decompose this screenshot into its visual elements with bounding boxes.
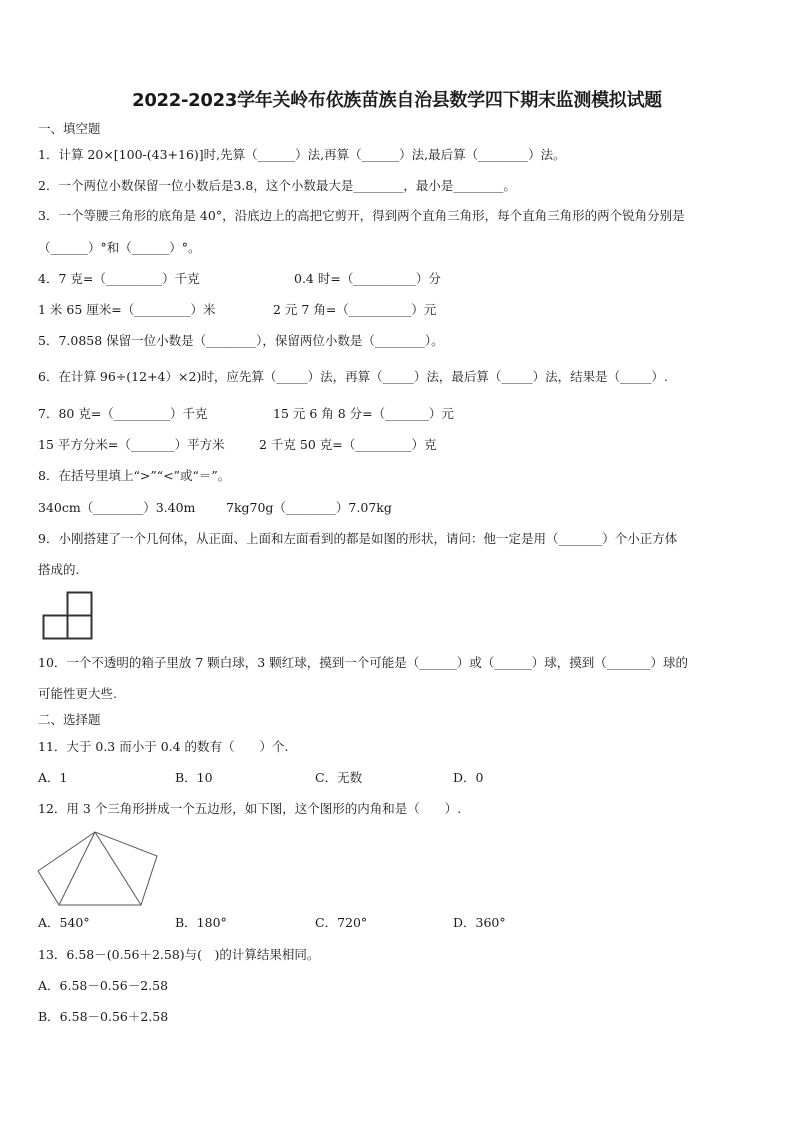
question-8b: 7kg70g（________）7.07kg	[226, 500, 392, 515]
question-10-line-2: 可能性更大些.	[38, 686, 117, 701]
question-7c: 15 平方分米=（_______）平方米	[38, 437, 225, 452]
pentagon-figure	[36, 830, 161, 906]
question-12-option-b: B．180°	[175, 915, 227, 930]
question-13: 13．6.58－(0.56＋2.58)与( )的计算结果相同。	[38, 947, 320, 962]
section-fill-in-heading: 一、填空题	[38, 121, 101, 136]
question-7b: 15 元 6 角 8 分=（_______）元	[273, 406, 454, 421]
question-9-line-2: 搭成的.	[38, 562, 80, 577]
question-1: 1．计算 20×[100-(43+16)]时,先算（______）法,再算（______）法,最后算（________）法。	[38, 147, 566, 162]
question-3-line-2: （______）°和（______）°。	[38, 240, 201, 255]
cube-square-top	[68, 593, 92, 616]
question-11-option-b: B．10	[175, 770, 213, 785]
question-4a: 4．7 克=（_________）千克	[38, 271, 200, 286]
page-title: 2022-2023学年关岭布依族苗族自治县数学四下期末监测模拟试题	[132, 90, 662, 111]
question-12: 12．用 3 个三角形拼成一个五边形，如下图，这个图形的内角和是（ ）.	[38, 801, 462, 816]
pentagon-outline	[38, 832, 157, 905]
question-12-option-a: A．540°	[38, 915, 90, 930]
section-choice-heading: 二、选择题	[38, 712, 101, 727]
question-8a: 340cm（________）3.40m	[38, 500, 196, 515]
cube-square-bottom-left	[44, 616, 68, 639]
question-8: 8．在括号里填上“>”“<”或“＝”。	[38, 468, 231, 483]
question-4b: 0.4 时=（__________）分	[294, 271, 441, 286]
question-13-option-a: A．6.58－0.56－2.58	[38, 978, 169, 993]
question-2: 2．一个两位小数保留一位小数后是3.8，这个小数最大是________，最小是________。	[38, 178, 516, 193]
pentagon-diagonal-2	[95, 832, 141, 905]
question-10-line-1: 10．一个不透明的箱子里放 7 颗白球，3 颗红球，摸到一个可能是（______）或（______）球，摸到（_______）球的	[38, 655, 688, 670]
pentagon-diagonal-1	[59, 832, 95, 905]
question-7a: 7．80 克=（_________）千克	[38, 406, 208, 421]
question-11: 11．大于 0.3 而小于 0.4 的数有（ ）个.	[38, 739, 289, 754]
question-4c: 1 米 65 厘米=（_________）米	[38, 302, 216, 317]
question-11-option-a: A．1	[38, 770, 68, 785]
question-12-option-d: D．360°	[453, 915, 506, 930]
question-7d: 2 千克 50 克=（_________）克	[259, 437, 437, 452]
question-13-option-b: B．6.58－0.56＋2.58	[38, 1009, 169, 1024]
question-3-line-1: 3．一个等腰三角形的底角是 40°，沿底边上的高把它剪开，得到两个直角三角形，每个直角三角形的两个锐角分别是	[38, 208, 685, 223]
question-5: 5．7.0858 保留一位小数是（________），保留两位小数是（________）。	[38, 333, 444, 348]
question-11-option-d: D．0	[453, 770, 484, 785]
question-6: 6．在计算 96÷(12+4）×2)时，应先算（_____）法，再算（_____）法，最后算（_____）法，结果是（_____）.	[38, 369, 668, 384]
question-12-option-c: C．720°	[315, 915, 368, 930]
cube-square-bottom-right	[68, 616, 92, 639]
question-9-line-1: 9．小刚搭建了一个几何体，从正面、上面和左面看到的都是如图的形状，请问：他一定是用（_______）个小正方体	[38, 531, 678, 546]
question-4d: 2 元 7 角=（__________）元	[273, 302, 437, 317]
question-11-option-c: C．无数	[315, 770, 363, 785]
cube-view-figure	[42, 591, 94, 641]
